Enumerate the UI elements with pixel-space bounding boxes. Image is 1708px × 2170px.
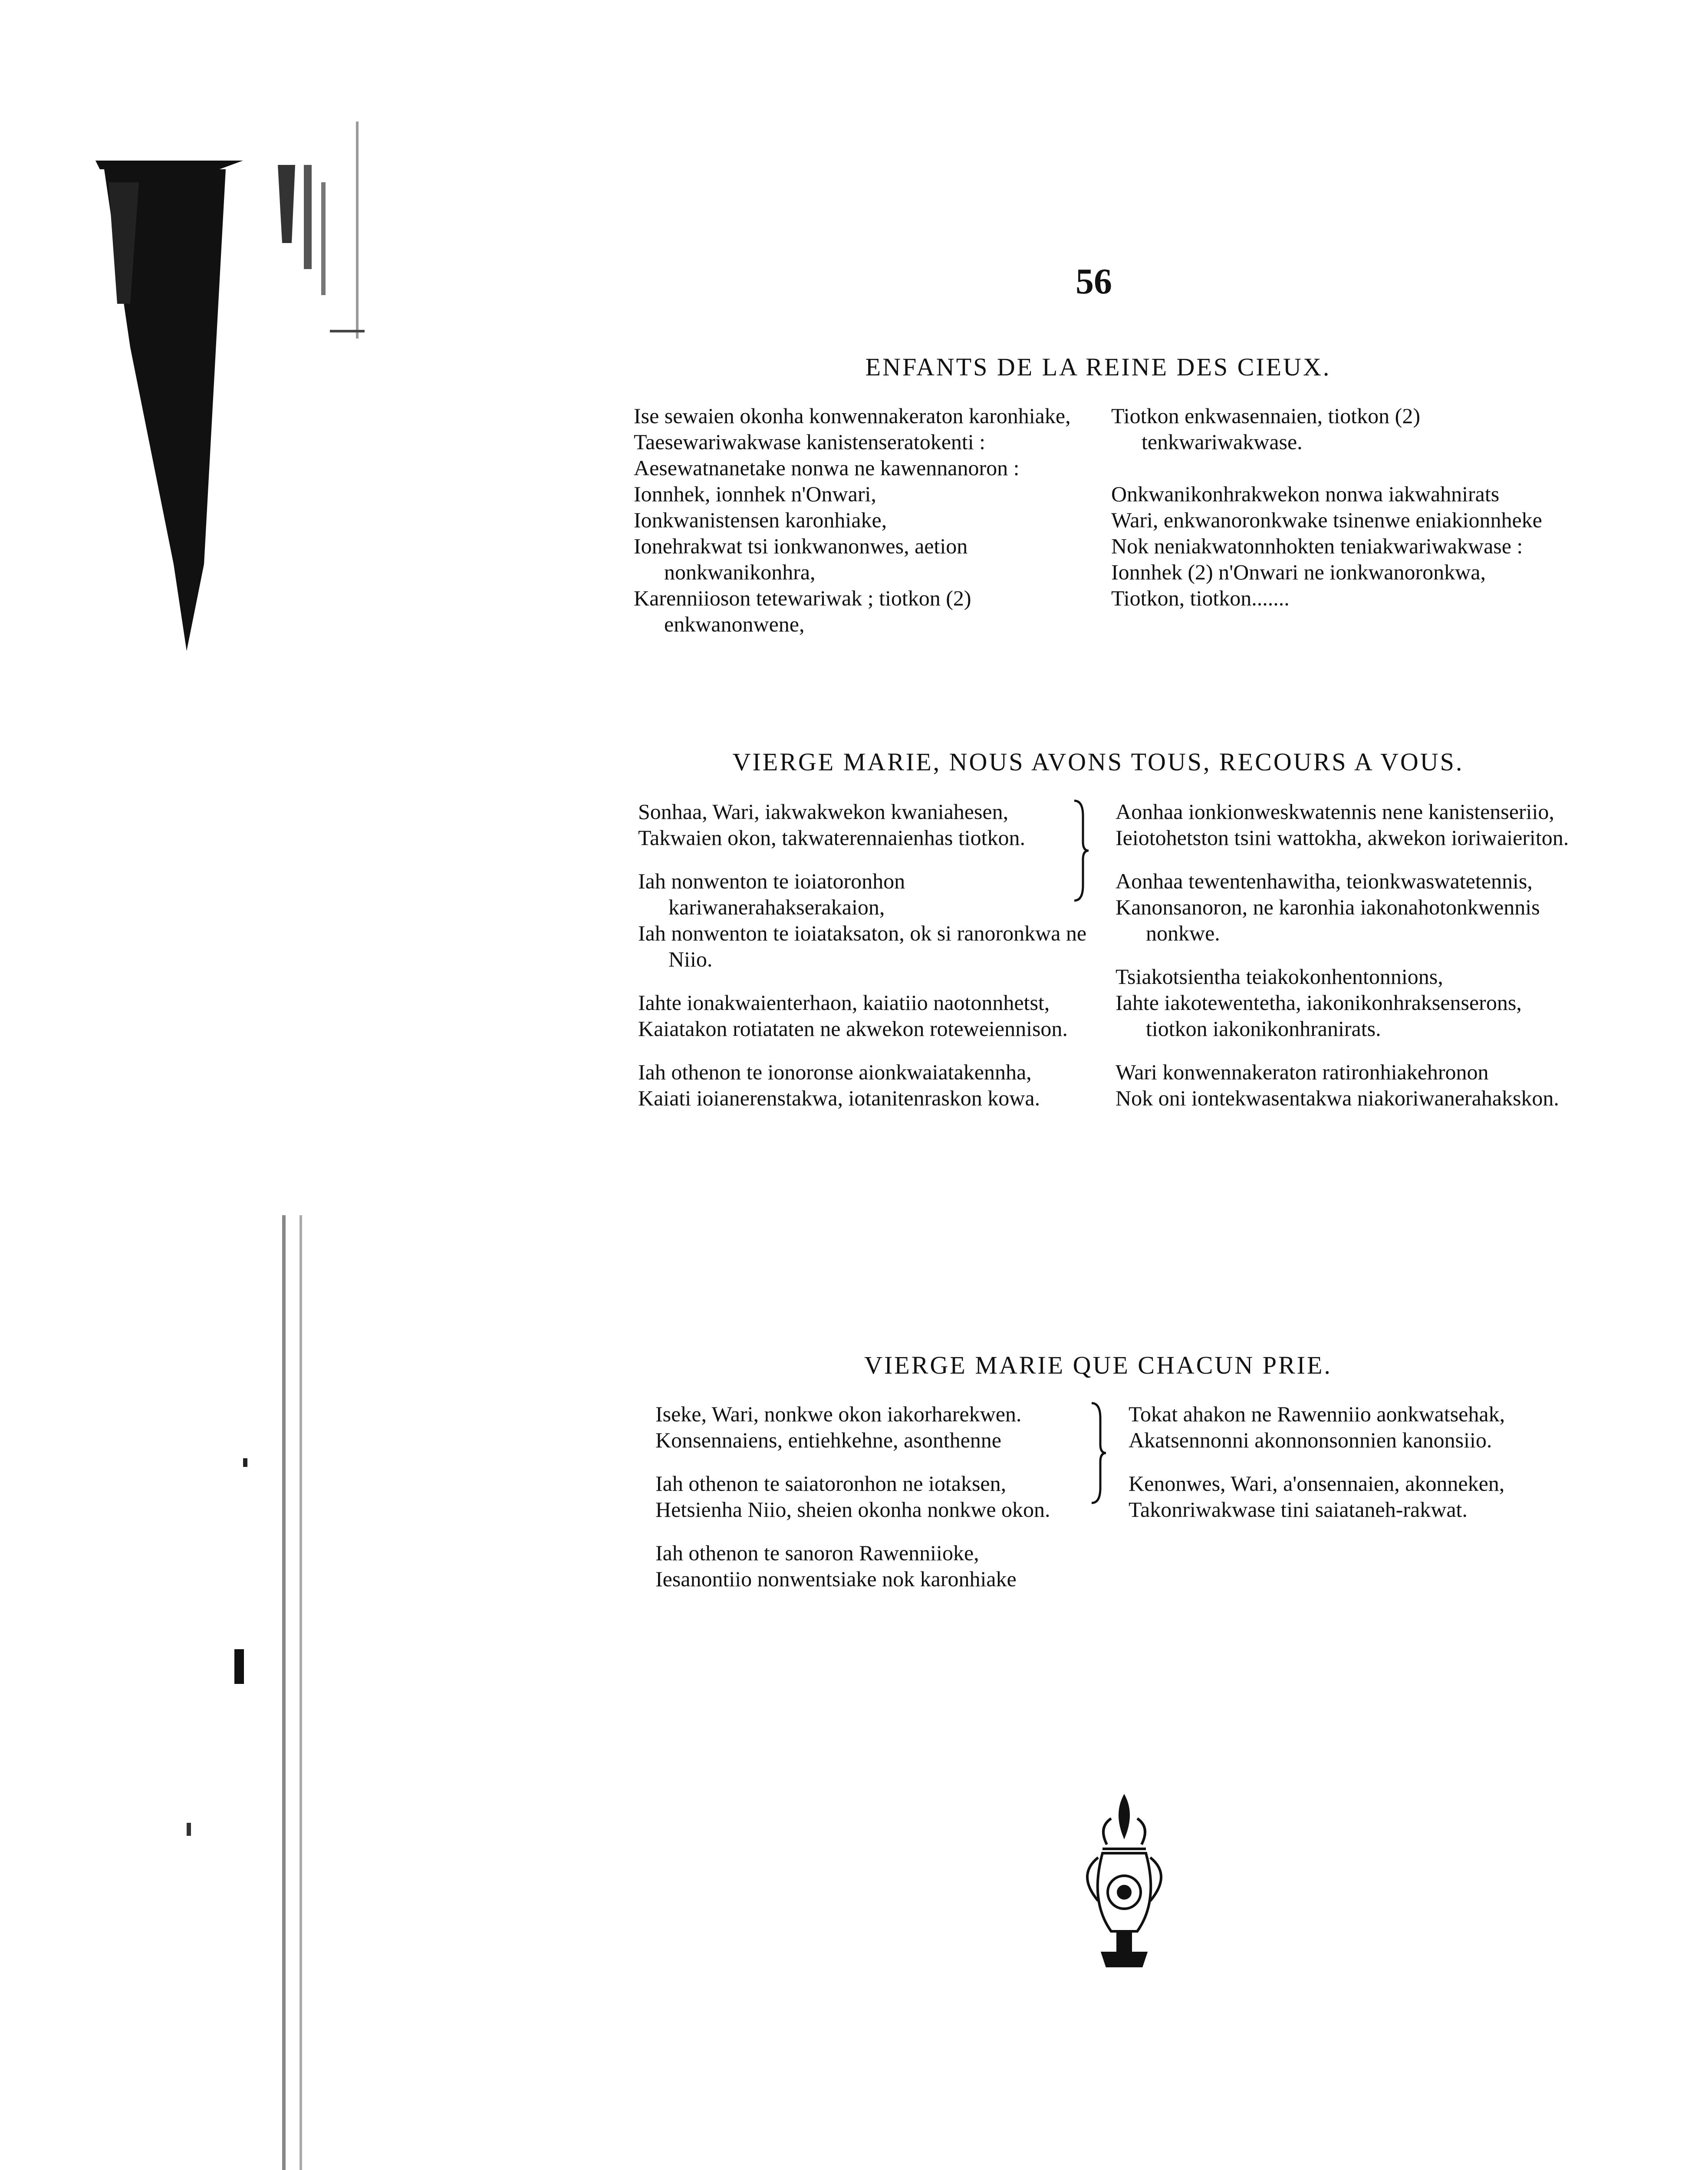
verse-line: Aonhaa tewentenhawitha, teionkwaswatetennis, [1116,869,1533,893]
stanza [1129,1401,1597,1453]
left-column [655,1401,1124,1609]
verse-line: Kenonwes, Wari, a'onsennaien, akonneken, [1129,1471,1505,1496]
stanza [655,1470,1124,1522]
verse-line: Akatsennonni akonnonsonnien kanonsiio. [1129,1428,1492,1452]
verse-line: Kanonsanoron, ne karonhia iakonahotonkwennis nonkwe. [1116,895,1540,945]
stanza [638,990,1107,1042]
verse-line: Wari konwennakeraton ratironhiakehronon [1116,1060,1489,1084]
verse-line: Aonhaa ionkionweskwatennis nene kanistenseriio, [1116,799,1554,824]
verse-line: Tiotkon, tiotkon....... [1111,586,1290,610]
right-column [1116,799,1584,1128]
verse-line: Nok oni iontekwasentakwa niakoriwanerahakskon. [1116,1086,1559,1110]
stanza [634,403,1102,637]
verse-line: Iahte iakotewentetha, iakonikonhraksenserons, tiotkon iakonikonhranirats. [1116,990,1522,1041]
verse-line: Ionkwanistensen karonhiake, [634,508,887,532]
verse-line: Sonhaa, Wari, iakwakwekon kwaniahesen, [638,799,1009,824]
verse-line: Aesewatnanetake nonwa ne kawennanoron : [634,456,1020,480]
left-column [634,403,1102,654]
right-column [1111,403,1580,628]
verse-line: Hetsienha Niio, sheien okonha nonkwe okon. [655,1497,1050,1522]
stanza [1111,403,1580,611]
verse-line: Iseke, Wari, nonkwe okon iakorharekwen. [655,1402,1022,1426]
verse-line: Tokat ahakon ne Rawenniio aonkwatsehak, [1129,1402,1505,1426]
verse-line: Iah othenon te sanoron Rawenniioke, [655,1541,979,1565]
verse-line: Taesewariwakwase kanistenseratokenti : [634,430,986,454]
verse-line [1111,455,1580,481]
verse-line: Tiotkon enkwasennaien, tiotkon (2) tenkwariwakwase. [1111,404,1420,454]
stanza [655,1540,1124,1592]
brace-right-icon [1072,799,1089,907]
urn-vignette-icon [1072,1788,1176,1996]
verse-line: Iah nonwenton te ioiataksaton, ok si ranoronkwa ne Niio. [638,921,1087,971]
verse-line: Iesanontiio nonwentsiake nok karonhiake [655,1567,1017,1591]
verse-line: Ise sewaien okonha konwennakeraton karonhiake, [634,404,1071,428]
verse-line: Iah othenon te ionoronse aionkwaiatakennha, [638,1060,1032,1084]
section-title: VIERGE MARIE, NOUS AVONS TOUS, RECOURS A VOUS. [732,748,1464,776]
stanza [1116,799,1584,851]
section-title: VIERGE MARIE QUE CHACUN PRIE. [864,1351,1332,1379]
verse-line: Kaiatakon rotiataten ne akwekon roteweiennison. [638,1016,1068,1041]
verse-line: Iah othenon te saiatoronhon ne iotaksen, [655,1471,1007,1496]
verse-line: Takwaien okon, takwaterennaienhas tiotkon. [638,825,1026,850]
stanza [1116,1059,1584,1111]
left-column [638,799,1107,1128]
stanza [638,868,1107,972]
stanza [1116,963,1584,1042]
verse-line: Ieiotohetston tsini wattokha, akwekon ioriwaieriton. [1116,825,1569,850]
verse-line: Konsennaiens, entiehkehne, asonthenne [655,1428,1001,1452]
verse-line: Iahte ionakwaienterhaon, kaiatiio naotonnhetst, [638,990,1050,1015]
verse-line: Takonriwakwase tini saiataneh-rakwat. [1129,1497,1468,1522]
right-column [1129,1401,1597,1540]
verse-line: Kaiati ioianerenstakwa, iotanitenraskon kowa. [638,1086,1040,1110]
verse-line: Ionehrakwat tsi ionkwanonwes, aetion nonkwanikonhra, [634,534,968,584]
stanza [1129,1470,1597,1522]
verse-line: Wari, enkwanoronkwake tsinenwe eniakionnheke [1111,508,1542,532]
verse-line: Ionnhek, ionnhek n'Onwari, [634,482,876,506]
stanza [638,1059,1107,1111]
verse-line: Tsiakotsientha teiakokonhentonnions, [1116,964,1443,989]
section-title: ENFANTS DE LA REINE DES CIEUX. [865,353,1331,381]
verse-line: Ionnhek (2) n'Onwari ne ionkwanoronkwa, [1111,560,1486,584]
page-number: 56 [1076,261,1112,302]
stanza [638,799,1107,851]
verse-line: Iah nonwenton te ioiatoronhon kariwanerahakserakaion, [638,869,905,919]
verse-line: Nok neniakwatonnhokten teniakwariwakwase : [1111,534,1523,558]
brace-right-icon [1089,1401,1107,1509]
verse-line: Karenniioson tetewariwak ; tiotkon (2) enkwanonwene, [634,586,971,636]
scan-margin-artifacts [0,0,417,2170]
stanza [1116,868,1584,946]
stanza [655,1401,1124,1453]
verse-line: Onkwanikonhrakwekon nonwa iakwahnirats [1111,482,1500,506]
